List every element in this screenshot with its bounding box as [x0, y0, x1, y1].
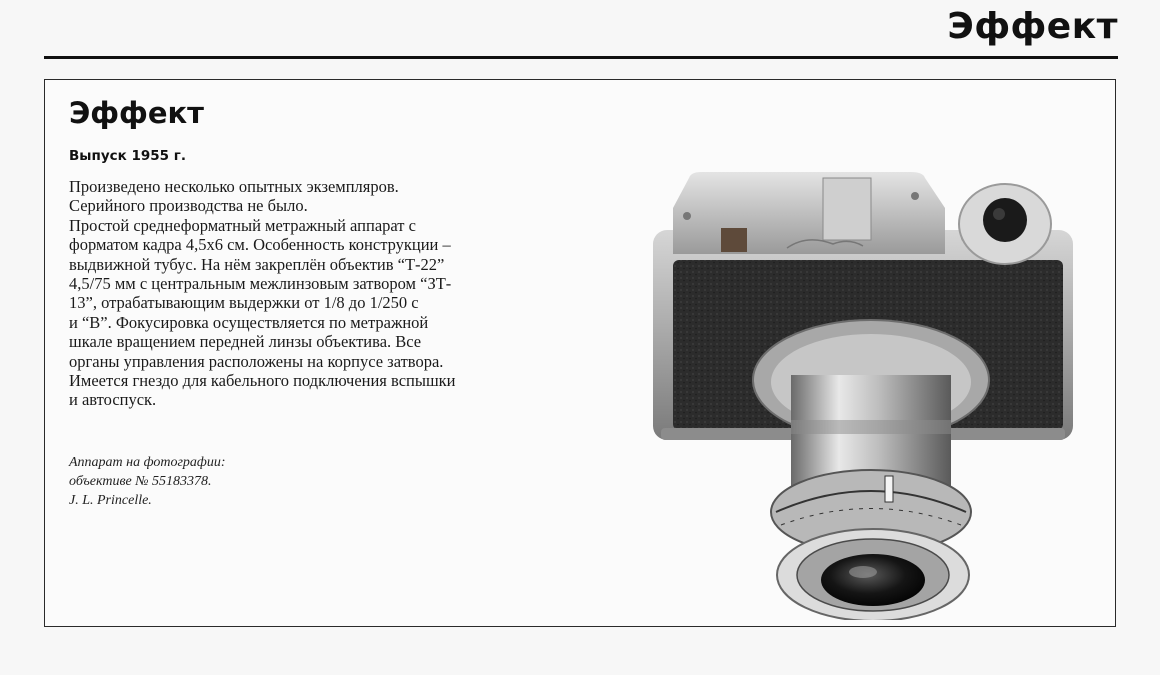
- running-head: Эффект: [947, 6, 1118, 47]
- description-line: Произведено несколько опытных экземпляров.: [69, 177, 399, 196]
- description-line: органы управления расположены на корпусе затвора.: [69, 351, 444, 371]
- photo-caption: [69, 453, 226, 510]
- header-rule: [44, 56, 1118, 59]
- description-line: шкале вращением передней линзы объектива. Все: [69, 332, 422, 352]
- entry-title: Эффект: [69, 96, 204, 130]
- description-line: и “В”. Фокусировка осуществляется по метражной: [69, 312, 429, 332]
- description: [69, 177, 559, 410]
- description-line: Имеется гнездо для кабельного подключения вспышки: [69, 371, 456, 391]
- camera-photo: [601, 120, 1077, 620]
- description-line: выдвижной тубус. На нём закреплён объектив “Т-22”: [69, 254, 445, 274]
- description-line: и автоспуск.: [69, 390, 157, 410]
- caption-line: Аппарат на фотографии:: [69, 455, 226, 470]
- front-lens-glass: [821, 554, 925, 606]
- description-line: Серийного производства не было.: [69, 196, 308, 216]
- description-line: форматом кадра 4,5х6 см. Особенность конструкции –: [69, 235, 451, 255]
- caption-line: J. L. Princelle.: [69, 493, 152, 508]
- top-plate: [673, 172, 945, 254]
- caption-line: объективе № 55183378.: [69, 474, 212, 489]
- rangefinder-window: [721, 228, 747, 252]
- camera-entry-panel: [44, 79, 1116, 627]
- release-year: Выпуск 1955 г.: [69, 148, 186, 164]
- description-line: Простой среднеформатный метражный аппарат с: [69, 215, 416, 235]
- description-line: 13”, отрабатывающим выдержки от 1/8 до 1/250 с: [69, 293, 419, 313]
- description-line: 4,5/75 мм с центральным межлинзовым затвором “ЗТ-: [69, 274, 452, 294]
